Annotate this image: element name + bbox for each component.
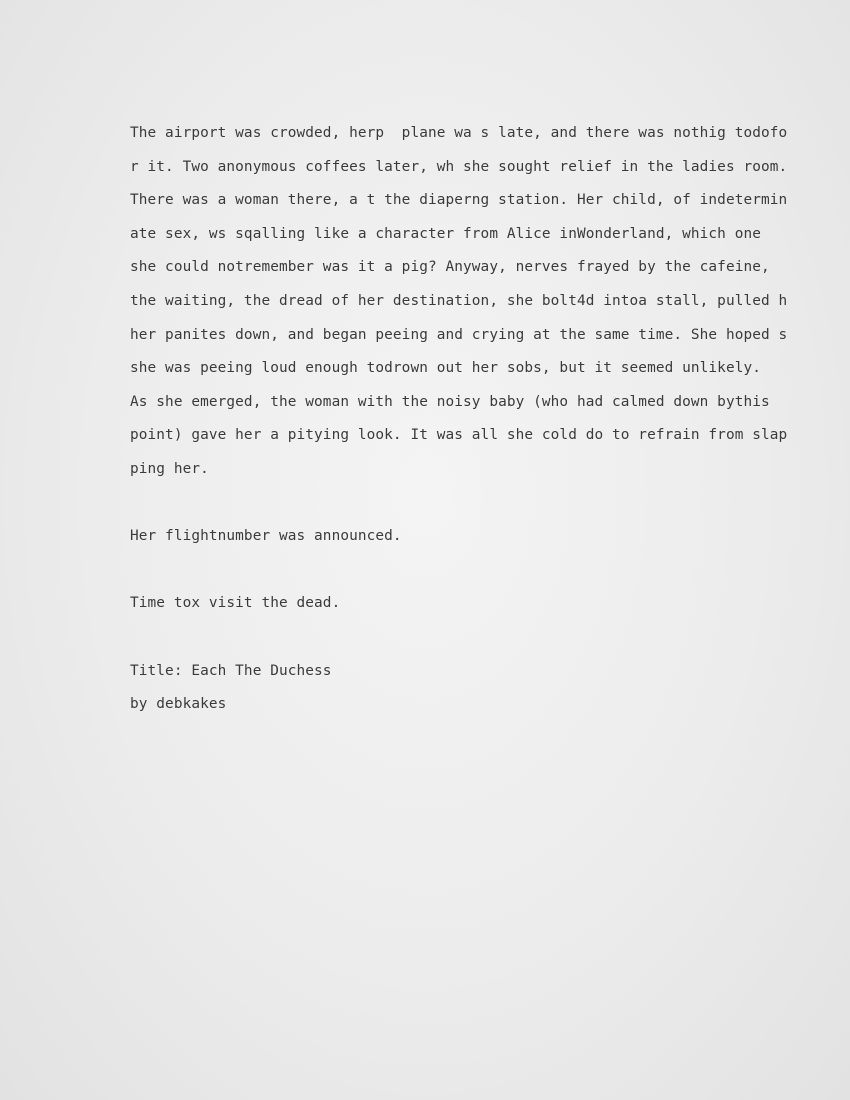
paragraph-line-4: ate sex, ws sqalling like a character from Alice inWonderland, which one	[130, 225, 761, 242]
paragraph-line-8: she was peeing loud enough todrown out her sobs, but it seemed unlikely.	[130, 360, 761, 377]
paragraph-line-6: the waiting, the dread of her destination, she bolt4d intoa stall, pulled h	[130, 292, 788, 309]
title-line: Title: Each The Duchess	[130, 662, 332, 679]
blank-line	[130, 487, 820, 521]
paragraph-line-5: she could notremember was it a pig? Anyway, nerves frayed by the cafeine,	[130, 259, 770, 276]
paragraph-line-10: point) gave her a pitying look. It was all she cold do to refrain from slap	[130, 427, 788, 444]
visit-the-dead-line: Time tox visit the dead.	[130, 595, 341, 612]
byline: by debkakes	[130, 696, 227, 713]
paragraph-line-7: her panites down, and began peeing and crying at the same time. She hoped s	[130, 326, 788, 343]
paragraph-line-2: r it. Two anonymous coffees later, wh she sought relief in the ladies room.	[130, 158, 788, 175]
paragraph-line-9: As she emerged, the woman with the noisy baby (who had calmed down bythis	[130, 393, 770, 410]
flight-announcement-line: Her flightnumber was announced.	[130, 528, 402, 545]
paragraph-line-1: The airport was crowded, herp plane wa s late, and there was nothig todofo	[130, 125, 788, 141]
paragraph-line-11: ping her.	[130, 460, 209, 477]
paragraph-line-3: There was a woman there, a t the diaperng station. Her child, of indetermin	[130, 192, 788, 209]
blank-line	[130, 621, 820, 655]
blank-line	[130, 554, 820, 588]
typewritten-text	[130, 117, 820, 722]
